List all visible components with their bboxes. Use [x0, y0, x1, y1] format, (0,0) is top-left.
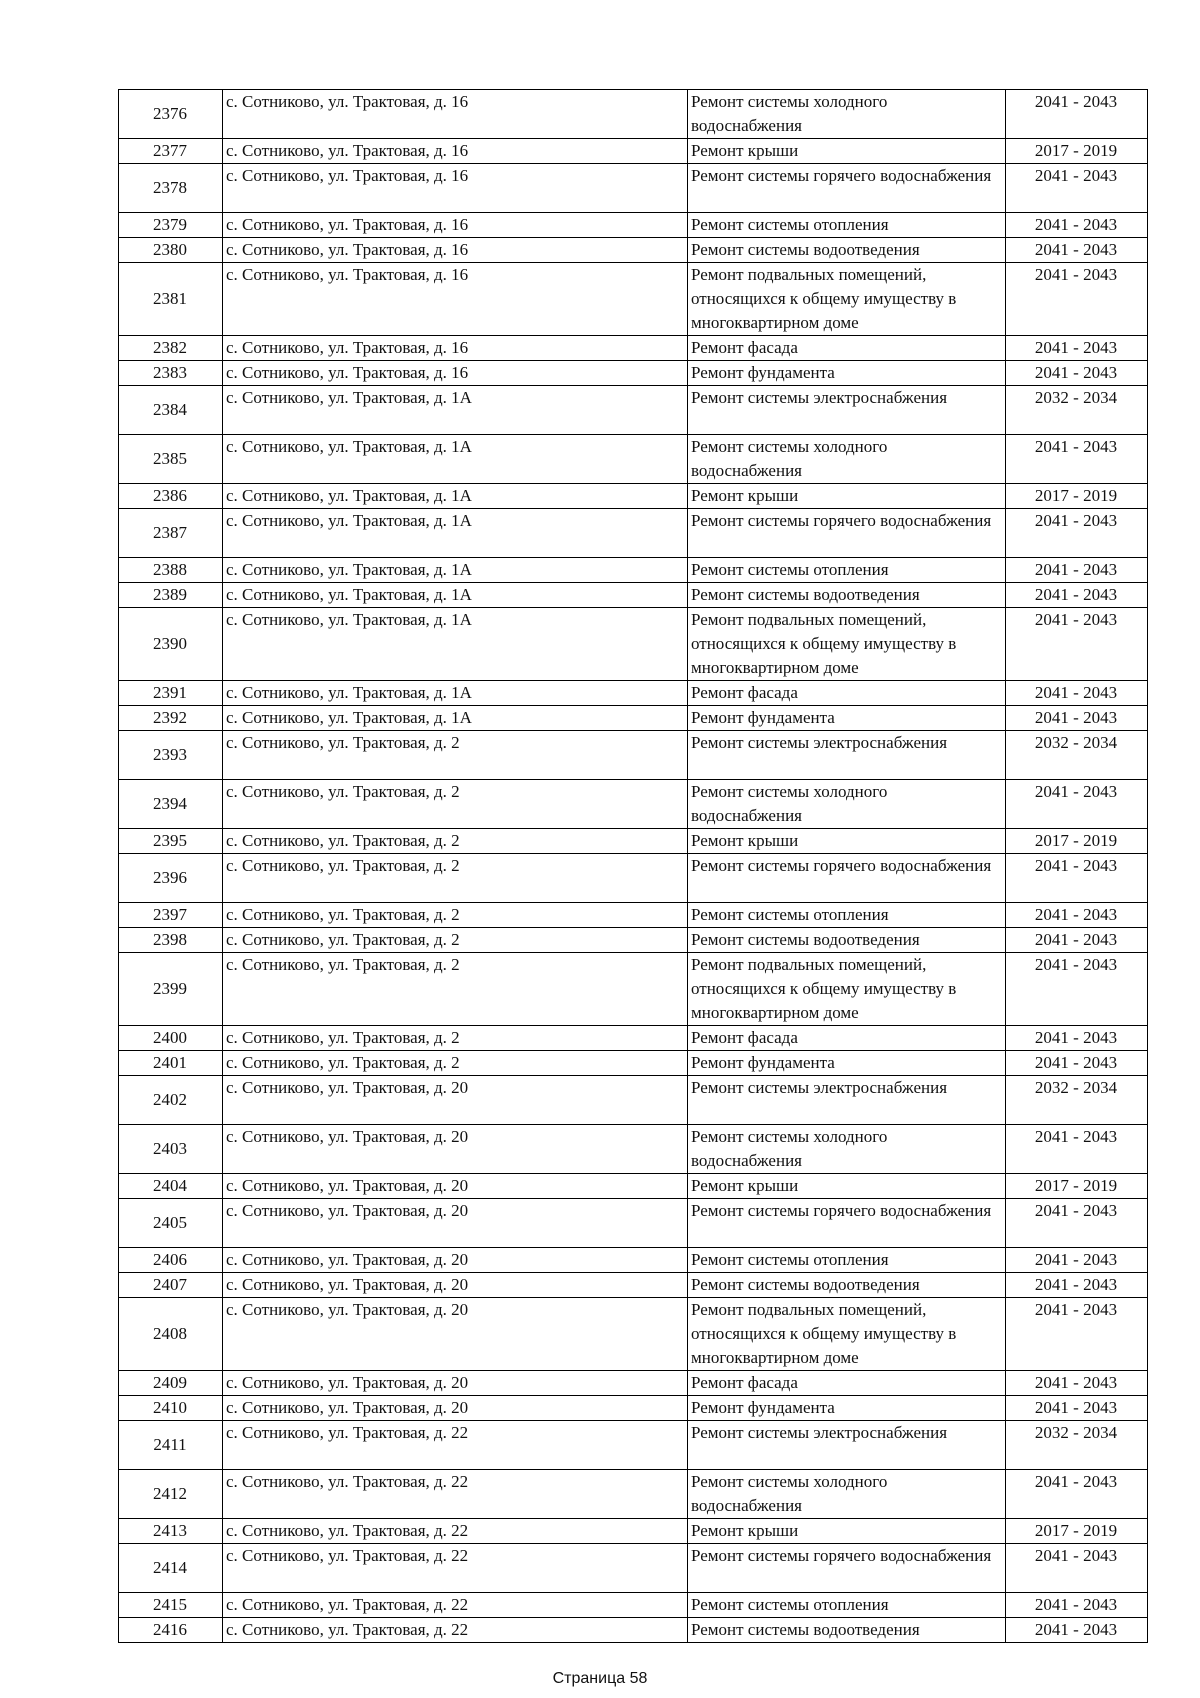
address-cell: с. Сотниково, ул. Трактовая, д. 2	[223, 854, 688, 903]
period-cell: 2017 - 2019	[1006, 1519, 1148, 1544]
row-number-cell: 2403	[119, 1125, 223, 1174]
work-type-cell: Ремонт фасада	[688, 1371, 1006, 1396]
table-row	[119, 1396, 1148, 1421]
work-type-cell: Ремонт системы электроснабжения	[688, 386, 1006, 435]
period-cell: 2032 - 2034	[1006, 1421, 1148, 1470]
period-cell: 2041 - 2043	[1006, 509, 1148, 558]
address-cell: с. Сотниково, ул. Трактовая, д. 1А	[223, 608, 688, 681]
period-cell: 2041 - 2043	[1006, 90, 1148, 139]
work-type-cell: Ремонт системы горячего водоснабжения	[688, 854, 1006, 903]
row-number-cell: 2391	[119, 681, 223, 706]
period-cell: 2041 - 2043	[1006, 1396, 1148, 1421]
work-type-cell: Ремонт системы отопления	[688, 1248, 1006, 1273]
work-type-cell: Ремонт системы холодного водоснабжения	[688, 1125, 1006, 1174]
period-cell: 2041 - 2043	[1006, 1026, 1148, 1051]
period-cell: 2041 - 2043	[1006, 583, 1148, 608]
period-cell: 2041 - 2043	[1006, 780, 1148, 829]
table-row	[119, 854, 1148, 903]
table-row	[119, 731, 1148, 780]
table-row	[119, 1174, 1148, 1199]
row-number-cell: 2384	[119, 386, 223, 435]
address-cell: с. Сотниково, ул. Трактовая, д. 16	[223, 238, 688, 263]
period-cell: 2041 - 2043	[1006, 1248, 1148, 1273]
address-cell: с. Сотниково, ул. Трактовая, д. 22	[223, 1470, 688, 1519]
row-number-cell: 2404	[119, 1174, 223, 1199]
works-table-body	[119, 90, 1148, 1643]
row-number-cell: 2387	[119, 509, 223, 558]
work-type-cell: Ремонт фундамента	[688, 706, 1006, 731]
table-row	[119, 1470, 1148, 1519]
table-row	[119, 1519, 1148, 1544]
work-type-cell: Ремонт фасада	[688, 336, 1006, 361]
table-row	[119, 139, 1148, 164]
address-cell: с. Сотниково, ул. Трактовая, д. 2	[223, 829, 688, 854]
row-number-cell: 2408	[119, 1298, 223, 1371]
work-type-cell: Ремонт системы отопления	[688, 903, 1006, 928]
period-cell: 2041 - 2043	[1006, 1470, 1148, 1519]
work-type-cell: Ремонт крыши	[688, 1519, 1006, 1544]
work-type-cell: Ремонт системы отопления	[688, 1593, 1006, 1618]
period-cell: 2041 - 2043	[1006, 1273, 1148, 1298]
table-row	[119, 1248, 1148, 1273]
address-cell: с. Сотниково, ул. Трактовая, д. 16	[223, 263, 688, 336]
period-cell: 2041 - 2043	[1006, 213, 1148, 238]
row-number-cell: 2412	[119, 1470, 223, 1519]
address-cell: с. Сотниково, ул. Трактовая, д. 2	[223, 780, 688, 829]
period-cell: 2041 - 2043	[1006, 263, 1148, 336]
work-type-cell: Ремонт подвальных помещений, относящихся к общему имуществу в многоквартирном доме	[688, 1298, 1006, 1371]
work-type-cell: Ремонт системы электроснабжения	[688, 731, 1006, 780]
period-cell: 2041 - 2043	[1006, 1199, 1148, 1248]
table-row	[119, 681, 1148, 706]
work-type-cell: Ремонт системы водоотведения	[688, 1618, 1006, 1643]
row-number-cell: 2380	[119, 238, 223, 263]
work-type-cell: Ремонт системы отопления	[688, 213, 1006, 238]
work-type-cell: Ремонт системы электроснабжения	[688, 1421, 1006, 1470]
period-cell: 2032 - 2034	[1006, 386, 1148, 435]
work-type-cell: Ремонт крыши	[688, 484, 1006, 509]
period-cell: 2041 - 2043	[1006, 854, 1148, 903]
period-cell: 2032 - 2034	[1006, 731, 1148, 780]
address-cell: с. Сотниково, ул. Трактовая, д. 16	[223, 361, 688, 386]
address-cell: с. Сотниково, ул. Трактовая, д. 20	[223, 1125, 688, 1174]
period-cell: 2041 - 2043	[1006, 1371, 1148, 1396]
row-number-cell: 2389	[119, 583, 223, 608]
table-row	[119, 1051, 1148, 1076]
row-number-cell: 2401	[119, 1051, 223, 1076]
work-type-cell: Ремонт системы горячего водоснабжения	[688, 509, 1006, 558]
row-number-cell: 2392	[119, 706, 223, 731]
table-row	[119, 361, 1148, 386]
table-row	[119, 164, 1148, 213]
row-number-cell: 2397	[119, 903, 223, 928]
table-row	[119, 558, 1148, 583]
row-number-cell: 2386	[119, 484, 223, 509]
period-cell: 2032 - 2034	[1006, 1076, 1148, 1125]
address-cell: с. Сотниково, ул. Трактовая, д. 20	[223, 1273, 688, 1298]
table-row	[119, 1125, 1148, 1174]
work-type-cell: Ремонт системы водоотведения	[688, 928, 1006, 953]
work-type-cell: Ремонт системы горячего водоснабжения	[688, 164, 1006, 213]
address-cell: с. Сотниково, ул. Трактовая, д. 2	[223, 1026, 688, 1051]
period-cell: 2041 - 2043	[1006, 238, 1148, 263]
address-cell: с. Сотниково, ул. Трактовая, д. 1А	[223, 509, 688, 558]
row-number-cell: 2394	[119, 780, 223, 829]
address-cell: с. Сотниково, ул. Трактовая, д. 1А	[223, 484, 688, 509]
row-number-cell: 2376	[119, 90, 223, 139]
period-cell: 2041 - 2043	[1006, 903, 1148, 928]
work-type-cell: Ремонт системы холодного водоснабжения	[688, 90, 1006, 139]
table-row	[119, 263, 1148, 336]
row-number-cell: 2402	[119, 1076, 223, 1125]
address-cell: с. Сотниково, ул. Трактовая, д. 22	[223, 1421, 688, 1470]
work-type-cell: Ремонт системы холодного водоснабжения	[688, 1470, 1006, 1519]
work-type-cell: Ремонт фундамента	[688, 1051, 1006, 1076]
address-cell: с. Сотниково, ул. Трактовая, д. 16	[223, 336, 688, 361]
period-cell: 2017 - 2019	[1006, 829, 1148, 854]
row-number-cell: 2378	[119, 164, 223, 213]
row-number-cell: 2416	[119, 1618, 223, 1643]
table-row	[119, 1199, 1148, 1248]
row-number-cell: 2398	[119, 928, 223, 953]
address-cell: с. Сотниково, ул. Трактовая, д. 1А	[223, 706, 688, 731]
address-cell: с. Сотниково, ул. Трактовая, д. 22	[223, 1618, 688, 1643]
table-row	[119, 1076, 1148, 1125]
address-cell: с. Сотниково, ул. Трактовая, д. 16	[223, 90, 688, 139]
address-cell: с. Сотниково, ул. Трактовая, д. 2	[223, 903, 688, 928]
works-table	[118, 89, 1148, 1643]
period-cell: 2041 - 2043	[1006, 164, 1148, 213]
work-type-cell: Ремонт подвальных помещений, относящихся к общему имуществу в многоквартирном доме	[688, 608, 1006, 681]
address-cell: с. Сотниково, ул. Трактовая, д. 16	[223, 213, 688, 238]
address-cell: с. Сотниково, ул. Трактовая, д. 16	[223, 164, 688, 213]
table-row	[119, 1593, 1148, 1618]
period-cell: 2017 - 2019	[1006, 139, 1148, 164]
address-cell: с. Сотниково, ул. Трактовая, д. 22	[223, 1544, 688, 1593]
address-cell: с. Сотниково, ул. Трактовая, д. 22	[223, 1593, 688, 1618]
period-cell: 2041 - 2043	[1006, 1618, 1148, 1643]
table-row	[119, 608, 1148, 681]
row-number-cell: 2385	[119, 435, 223, 484]
period-cell: 2041 - 2043	[1006, 558, 1148, 583]
table-row	[119, 780, 1148, 829]
address-cell: с. Сотниково, ул. Трактовая, д. 1А	[223, 435, 688, 484]
row-number-cell: 2415	[119, 1593, 223, 1618]
address-cell: с. Сотниково, ул. Трактовая, д. 2	[223, 928, 688, 953]
row-number-cell: 2411	[119, 1421, 223, 1470]
address-cell: с. Сотниково, ул. Трактовая, д. 2	[223, 953, 688, 1026]
address-cell: с. Сотниково, ул. Трактовая, д. 1А	[223, 558, 688, 583]
table-row	[119, 583, 1148, 608]
period-cell: 2041 - 2043	[1006, 1593, 1148, 1618]
work-type-cell: Ремонт подвальных помещений, относящихся к общему имуществу в многоквартирном доме	[688, 953, 1006, 1026]
row-number-cell: 2396	[119, 854, 223, 903]
address-cell: с. Сотниково, ул. Трактовая, д. 20	[223, 1076, 688, 1125]
row-number-cell: 2388	[119, 558, 223, 583]
address-cell: с. Сотниково, ул. Трактовая, д. 20	[223, 1371, 688, 1396]
work-type-cell: Ремонт фасада	[688, 681, 1006, 706]
period-cell: 2041 - 2043	[1006, 1298, 1148, 1371]
period-cell: 2041 - 2043	[1006, 608, 1148, 681]
address-cell: с. Сотниково, ул. Трактовая, д. 20	[223, 1174, 688, 1199]
period-cell: 2041 - 2043	[1006, 336, 1148, 361]
table-row	[119, 1298, 1148, 1371]
row-number-cell: 2407	[119, 1273, 223, 1298]
period-cell: 2041 - 2043	[1006, 706, 1148, 731]
row-number-cell: 2410	[119, 1396, 223, 1421]
address-cell: с. Сотниково, ул. Трактовая, д. 20	[223, 1248, 688, 1273]
row-number-cell: 2382	[119, 336, 223, 361]
table-row	[119, 435, 1148, 484]
address-cell: с. Сотниково, ул. Трактовая, д. 16	[223, 139, 688, 164]
work-type-cell: Ремонт системы горячего водоснабжения	[688, 1544, 1006, 1593]
address-cell: с. Сотниково, ул. Трактовая, д. 20	[223, 1199, 688, 1248]
row-number-cell: 2377	[119, 139, 223, 164]
period-cell: 2017 - 2019	[1006, 1174, 1148, 1199]
period-cell: 2041 - 2043	[1006, 1544, 1148, 1593]
table-row	[119, 90, 1148, 139]
table-row	[119, 1618, 1148, 1643]
work-type-cell: Ремонт системы холодного водоснабжения	[688, 435, 1006, 484]
row-number-cell: 2405	[119, 1199, 223, 1248]
table-row	[119, 238, 1148, 263]
work-type-cell: Ремонт подвальных помещений, относящихся к общему имуществу в многоквартирном доме	[688, 263, 1006, 336]
work-type-cell: Ремонт системы холодного водоснабжения	[688, 780, 1006, 829]
row-number-cell: 2390	[119, 608, 223, 681]
address-cell: с. Сотниково, ул. Трактовая, д. 1А	[223, 386, 688, 435]
page-number: Страница 58	[552, 1670, 648, 1687]
period-cell: 2017 - 2019	[1006, 484, 1148, 509]
work-type-cell: Ремонт системы водоотведения	[688, 1273, 1006, 1298]
work-type-cell: Ремонт системы водоотведения	[688, 238, 1006, 263]
row-number-cell: 2409	[119, 1371, 223, 1396]
work-type-cell: Ремонт фасада	[688, 1026, 1006, 1051]
table-row	[119, 1371, 1148, 1396]
row-number-cell: 2393	[119, 731, 223, 780]
table-row	[119, 706, 1148, 731]
table-row	[119, 1026, 1148, 1051]
table-row	[119, 484, 1148, 509]
period-cell: 2041 - 2043	[1006, 1051, 1148, 1076]
table-row	[119, 336, 1148, 361]
address-cell: с. Сотниково, ул. Трактовая, д. 20	[223, 1396, 688, 1421]
work-type-cell: Ремонт фундамента	[688, 361, 1006, 386]
period-cell: 2041 - 2043	[1006, 928, 1148, 953]
table-row	[119, 1273, 1148, 1298]
row-number-cell: 2400	[119, 1026, 223, 1051]
address-cell: с. Сотниково, ул. Трактовая, д. 2	[223, 1051, 688, 1076]
period-cell: 2041 - 2043	[1006, 681, 1148, 706]
table-row	[119, 829, 1148, 854]
work-type-cell: Ремонт фундамента	[688, 1396, 1006, 1421]
period-cell: 2041 - 2043	[1006, 435, 1148, 484]
table-row	[119, 213, 1148, 238]
work-type-cell: Ремонт системы горячего водоснабжения	[688, 1199, 1006, 1248]
row-number-cell: 2381	[119, 263, 223, 336]
table-row	[119, 903, 1148, 928]
address-cell: с. Сотниково, ул. Трактовая, д. 2	[223, 731, 688, 780]
table-row	[119, 1421, 1148, 1470]
row-number-cell: 2383	[119, 361, 223, 386]
address-cell: с. Сотниково, ул. Трактовая, д. 20	[223, 1298, 688, 1371]
table-row	[119, 1544, 1148, 1593]
row-number-cell: 2414	[119, 1544, 223, 1593]
address-cell: с. Сотниково, ул. Трактовая, д. 1А	[223, 681, 688, 706]
period-cell: 2041 - 2043	[1006, 1125, 1148, 1174]
row-number-cell: 2406	[119, 1248, 223, 1273]
row-number-cell: 2399	[119, 953, 223, 1026]
period-cell: 2041 - 2043	[1006, 953, 1148, 1026]
row-number-cell: 2413	[119, 1519, 223, 1544]
address-cell: с. Сотниково, ул. Трактовая, д. 22	[223, 1519, 688, 1544]
table-row	[119, 509, 1148, 558]
table-row	[119, 928, 1148, 953]
period-cell: 2041 - 2043	[1006, 361, 1148, 386]
table-row	[119, 386, 1148, 435]
work-type-cell: Ремонт крыши	[688, 139, 1006, 164]
address-cell: с. Сотниково, ул. Трактовая, д. 1А	[223, 583, 688, 608]
row-number-cell: 2395	[119, 829, 223, 854]
row-number-cell: 2379	[119, 213, 223, 238]
work-type-cell: Ремонт системы электроснабжения	[688, 1076, 1006, 1125]
work-type-cell: Ремонт крыши	[688, 1174, 1006, 1199]
table-row	[119, 953, 1148, 1026]
work-type-cell: Ремонт системы отопления	[688, 558, 1006, 583]
work-type-cell: Ремонт крыши	[688, 829, 1006, 854]
work-type-cell: Ремонт системы водоотведения	[688, 583, 1006, 608]
